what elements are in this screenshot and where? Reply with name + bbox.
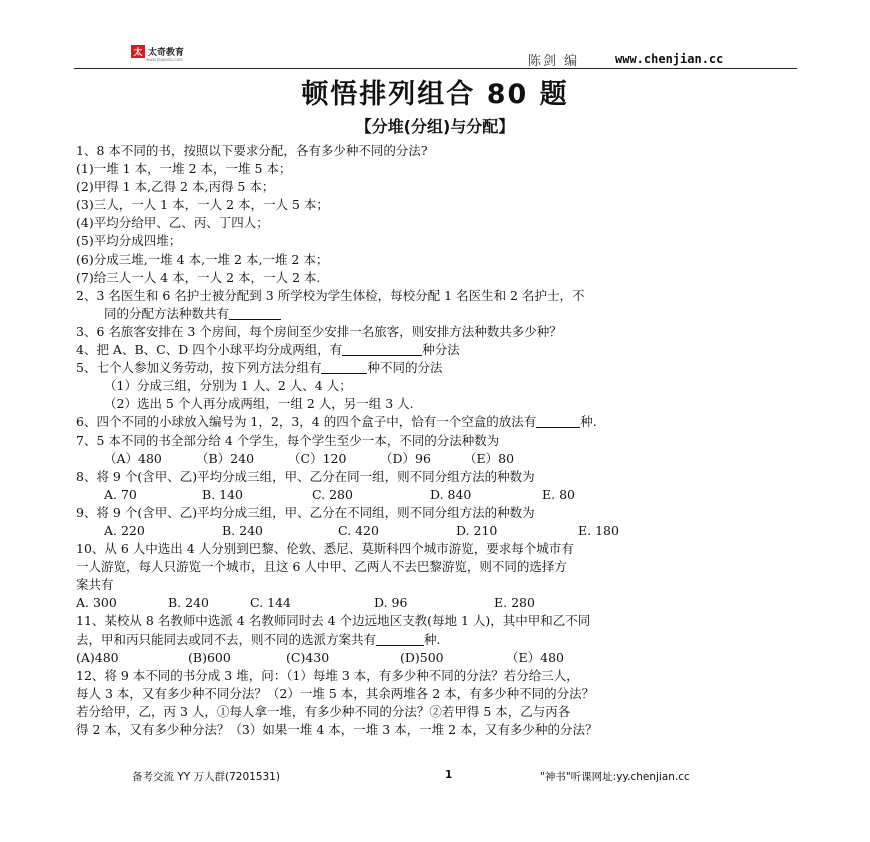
q10-option-d: D. 96 bbox=[374, 595, 408, 611]
q5-stem bbox=[76, 359, 798, 377]
q11-option-a: (A)480 bbox=[76, 649, 119, 665]
q9-option-b: B. 240 bbox=[222, 522, 263, 538]
publisher-logo bbox=[131, 44, 184, 58]
q7-options bbox=[76, 450, 798, 468]
q2-text: 同的分配方法种数共有 bbox=[104, 305, 230, 321]
q9-stem: 9、将 9 个(含甲、乙)平均分成三组，甲、乙分在不同组，则不同分组方法的种数为 bbox=[76, 504, 535, 520]
answer-blank bbox=[342, 343, 422, 356]
q4-text: 4、把 A、B、C、D 四个小球平均分成两组，有 bbox=[76, 342, 343, 358]
q1-stem: 1、8 本不同的书，按照以下要求分配，各有多少种不同的分法? bbox=[76, 143, 428, 158]
page-title: 顿悟排列组合 80 题 bbox=[301, 79, 569, 110]
q11-option-c: (C)430 bbox=[286, 649, 330, 665]
q1-item-1: (1)一堆 1 本，一堆 2 本，一堆 5 本； bbox=[76, 161, 292, 177]
editor-credit: 陈剑 编 bbox=[528, 54, 580, 69]
q8-option-b: B. 140 bbox=[202, 486, 243, 502]
answer-blank bbox=[376, 633, 424, 646]
q1-item-4: (4)平均分给甲、乙、丙、丁四人； bbox=[76, 215, 269, 231]
q11-option-d: (D)500 bbox=[400, 649, 444, 665]
q4-stem bbox=[76, 341, 798, 359]
q9-option-e: E. 180 bbox=[578, 522, 619, 538]
q12-line-4: 得 2 本，又有多少种分法？（3）如果一堆 4 本，一堆 3 本，一堆 2 本，又有多少种的分法？ bbox=[76, 722, 598, 737]
q8-option-d: D. 840 bbox=[430, 486, 472, 502]
answer-blank bbox=[229, 307, 281, 320]
q6-stem bbox=[76, 413, 798, 431]
q9-option-d: D. 210 bbox=[456, 522, 498, 538]
question-list bbox=[76, 142, 798, 739]
q11-suffix: 种. bbox=[424, 631, 441, 647]
q8-option-c: C. 280 bbox=[312, 486, 353, 502]
q8-option-a: A. 70 bbox=[104, 486, 137, 502]
q10-option-c: C. 144 bbox=[250, 595, 291, 611]
q11-line-2 bbox=[76, 631, 798, 649]
q7-option-b: （B）240 bbox=[196, 450, 255, 466]
q6-suffix: 种. bbox=[580, 414, 597, 430]
q5-part-2: （2）选出 5 个人再分成两组，一组 2 人，另一组 3 人. bbox=[104, 396, 414, 412]
q1-item-5: (5)平均分成四堆； bbox=[76, 233, 182, 249]
q6-text: 6、四个不同的小球放入编号为 1，2，3，4 的四个盒子中，恰有一个空盒的放法有 bbox=[76, 414, 537, 430]
header-website: www.chenjian.cc bbox=[615, 52, 724, 66]
q2-line-2 bbox=[76, 305, 798, 323]
answer-blank bbox=[321, 361, 367, 374]
q10-option-e: E. 280 bbox=[494, 595, 535, 611]
q12-line-1: 12、将 9 本不同的书分成 3 堆，问：（1）每堆 3 本，有多少种不同的分法？若分给三人， bbox=[76, 667, 579, 683]
q8-options bbox=[76, 486, 798, 504]
footer-course-url: "神书"听课网址:yy.chenjian.cc bbox=[540, 771, 690, 783]
q7-stem: 7、5 本不同的书全部分给 4 个学生，每个学生至少一本，不同的分法种数为 bbox=[76, 432, 500, 448]
q10-option-b: B. 240 bbox=[168, 595, 209, 611]
q8-option-e: E. 80 bbox=[542, 486, 575, 502]
q11-text: 去，甲和丙只能同去或同不去，则不同的选派方案共有 bbox=[76, 631, 377, 647]
q7-option-a: （A）480 bbox=[104, 450, 162, 466]
q1-item-6: (6)分成三堆,一堆 4 本,一堆 2 本,一堆 2 本； bbox=[76, 251, 329, 267]
q5-part-1: （1）分成三组，分别为 1 人、2 人、4 人； bbox=[104, 378, 352, 394]
q9-options bbox=[76, 522, 798, 540]
q7-option-d: （D）96 bbox=[380, 450, 431, 466]
q7-option-e: （E）80 bbox=[464, 450, 515, 466]
logo-mark-icon: 太 bbox=[131, 45, 145, 58]
q9-option-c: C. 420 bbox=[338, 522, 379, 538]
footer-group-info: 备考交流 YY 万人群(7201531) bbox=[132, 771, 280, 783]
q5-suffix: 种不同的分法 bbox=[367, 360, 443, 376]
q10-line-2: 一人游览，每人只游览一个城市，且这 6 人中甲、乙两人不去巴黎游览，则不同的选择方 bbox=[76, 559, 567, 575]
q2-line-1: 2、3 名医生和 6 名护士被分配到 3 所学校为学生体检，每校分配 1 名医生和 2 名护士，不 bbox=[76, 287, 585, 303]
q12-line-2: 每人 3 本，又有多少种不同分法？（2）一堆 5 本，其余两堆各 2 本，有多少种不同的分法？ bbox=[76, 685, 595, 701]
q1-item-2: (2)甲得 1 本,乙得 2 本,丙得 5 本； bbox=[76, 179, 275, 195]
q5-text: 5、七个人参加义务劳动，按下列方法分组有 bbox=[76, 360, 322, 376]
q7-option-c: （C）120 bbox=[288, 450, 347, 466]
header-rule bbox=[74, 68, 797, 69]
q3-stem: 3、6 名旅客安排在 3 个房间，每个房间至少安排一名旅客，则安排方法种数共多少种？ bbox=[76, 323, 562, 339]
q11-option-e: （E）480 bbox=[506, 649, 564, 665]
q1-item-7: (7)给三人一人 4 本，一人 2 本，一人 2 本. bbox=[76, 269, 321, 285]
q4-suffix: 种分法 bbox=[422, 342, 460, 358]
logo-text: 太奇教育 bbox=[148, 47, 185, 58]
footer-page-number: 1 bbox=[445, 769, 453, 781]
section-heading: 【分堆(分组)与分配】 bbox=[355, 117, 515, 136]
q12-line-3: 若分给甲，乙，丙 3 人，①每人拿一堆，有多少种不同的分法？②若甲得 5 本，乙与丙各 bbox=[76, 703, 571, 719]
q9-option-a: A. 220 bbox=[104, 522, 145, 538]
q10-line-1: 10、从 6 人中选出 4 人分别到巴黎、伦敦、悉尼、莫斯科四个城市游览，要求每个城市有 bbox=[76, 541, 574, 557]
q8-stem: 8、将 9 个(含甲、乙)平均分成三组，甲、乙分在同一组，则不同分组方法的种数为 bbox=[76, 468, 535, 484]
q1-item-3: (3)三人，一人 1 本，一人 2 本，一人 5 本； bbox=[76, 197, 329, 213]
q11-options bbox=[76, 649, 798, 667]
q11-option-b: (B)600 bbox=[188, 649, 231, 665]
logo-subtext: www.taiqiedu.com bbox=[146, 57, 183, 62]
q10-option-a: A. 300 bbox=[76, 595, 117, 611]
q11-line-1: 11、某校从 8 名教师中选派 4 名教师同时去 4 个边远地区支教(每地 1 人)，其中甲和乙不同 bbox=[76, 613, 591, 629]
q10-options bbox=[76, 594, 798, 612]
q10-line-3: 案共有 bbox=[76, 577, 114, 593]
answer-blank bbox=[536, 415, 580, 428]
